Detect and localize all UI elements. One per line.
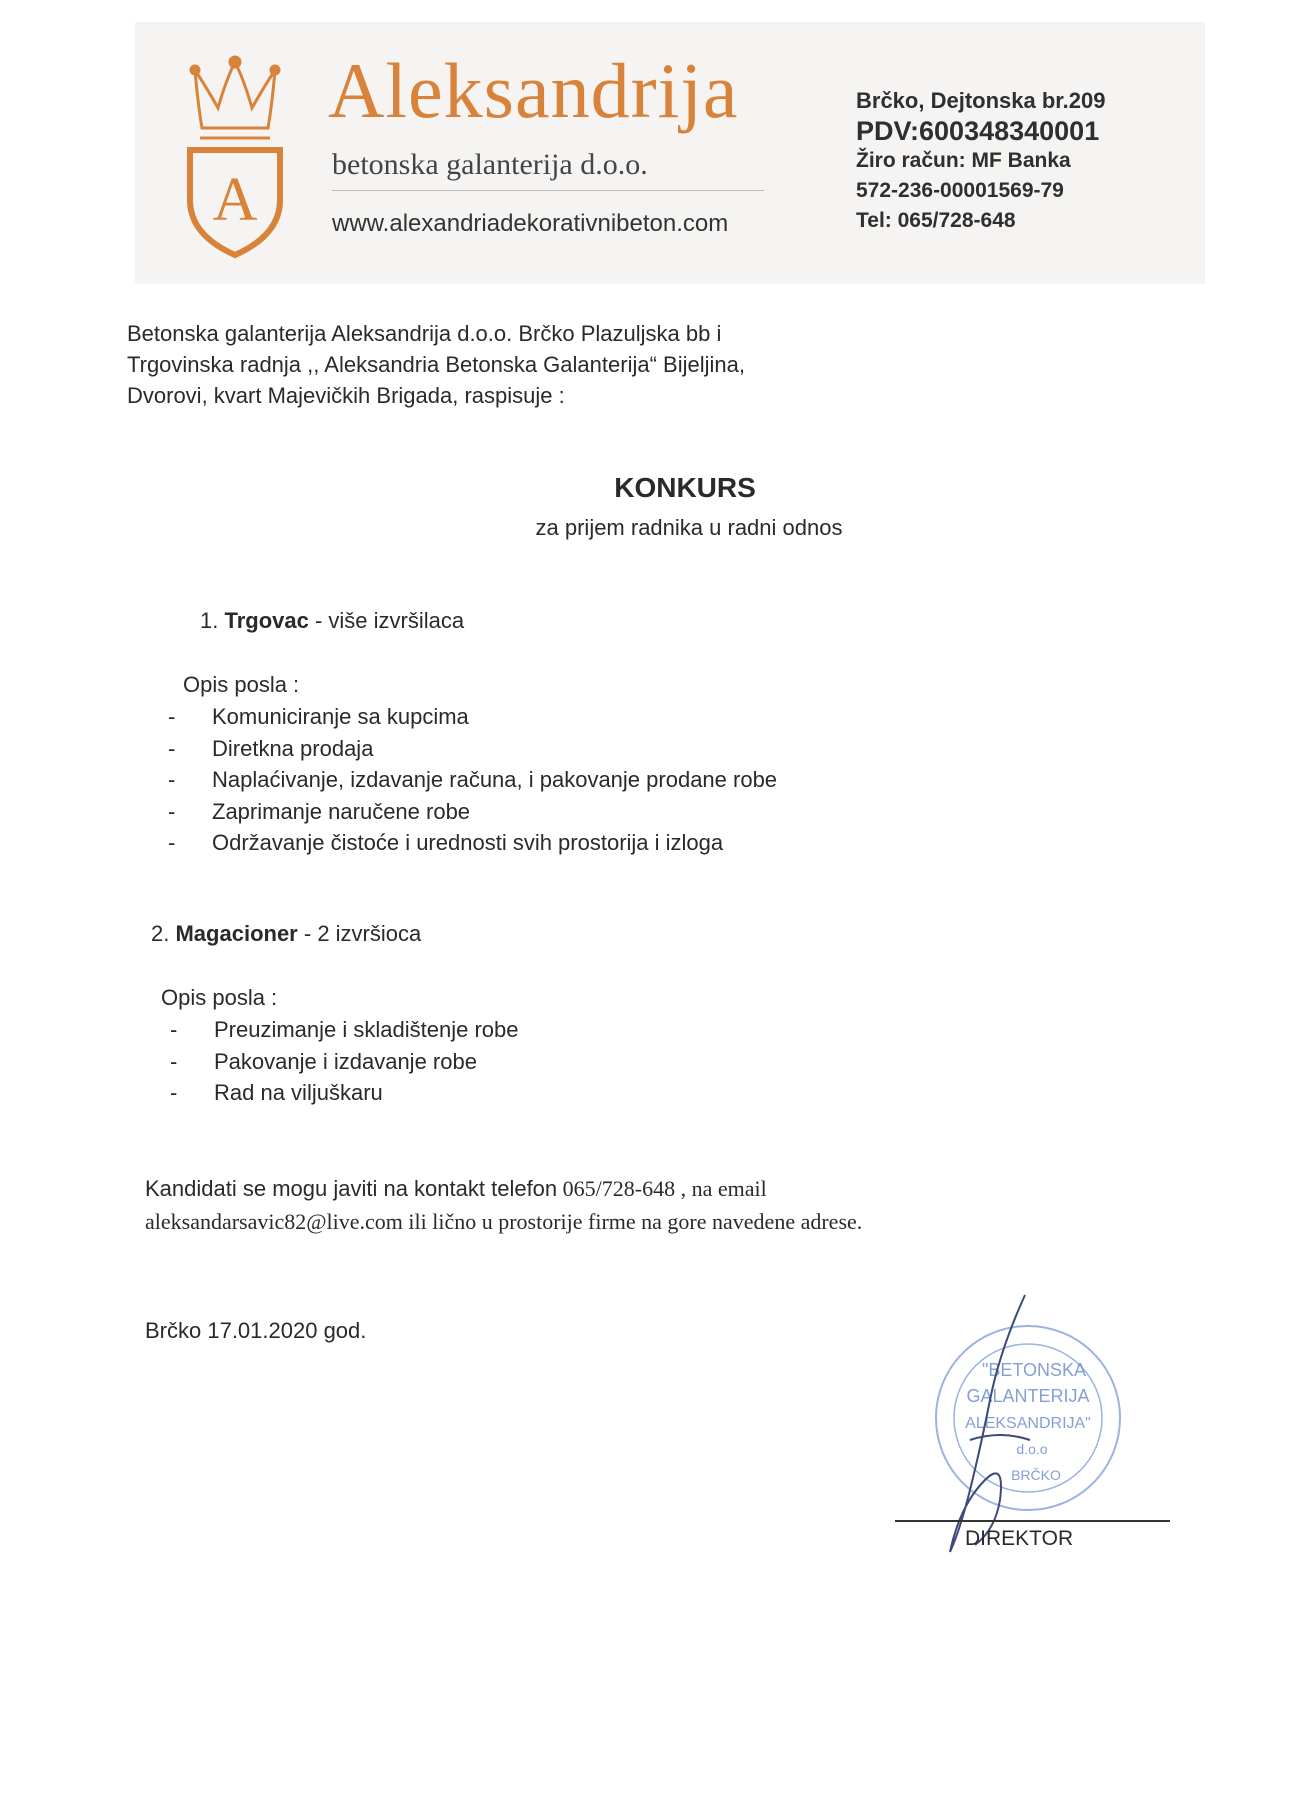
signature-line bbox=[895, 1520, 1170, 1522]
position-name: Magacioner bbox=[175, 921, 298, 946]
list-item: - Pakovanje i izdavanje robe bbox=[170, 1048, 477, 1074]
position-name: Trgovac bbox=[224, 608, 309, 633]
duties-label: Opis posla : bbox=[183, 672, 300, 697]
company-contact-block bbox=[856, 86, 1105, 236]
intro-line: Dvorovi, kvart Majevičkih Brigada, raspisuje : bbox=[127, 383, 565, 408]
brand-name: Aleksandrija bbox=[328, 47, 739, 134]
position-number: 1. bbox=[200, 608, 219, 633]
company-telephone: Tel: 065/728-648 bbox=[856, 209, 1016, 232]
document-title: KONKURS bbox=[614, 472, 756, 503]
company-account: 572-236-00001569-79 bbox=[856, 179, 1064, 202]
contact-lead: Kandidati se mogu javiti na kontakt telefon bbox=[145, 1176, 558, 1201]
stamp-text: ALEKSANDRIJA" bbox=[965, 1415, 1091, 1432]
list-item: - Rad na viljuškaru bbox=[170, 1080, 383, 1105]
duties-list-1 bbox=[168, 701, 777, 859]
intro-paragraph bbox=[127, 318, 745, 411]
intro-line: Trgovinska radnja ,, Aleksandria Betonska Galanterija“ Bijeljina, bbox=[127, 352, 745, 377]
position-heading-2 bbox=[151, 921, 421, 947]
duties-label: Opis posla : bbox=[161, 985, 278, 1010]
director-label: DIREKTOR bbox=[965, 1527, 1074, 1550]
position-count: - više izvršilaca bbox=[314, 608, 465, 633]
stamp-text: BRČKO bbox=[1011, 1467, 1061, 1483]
list-item: - Naplaćivanje, izdavanje računa, i pakovanje prodane robe bbox=[168, 767, 778, 792]
stamp-text: d.o.o bbox=[1016, 1441, 1048, 1457]
stamp-text: GALANTERIJA bbox=[966, 1386, 1090, 1406]
list-item: - Održavanje čistoće i urednosti svih prostorija i izloga bbox=[168, 830, 724, 855]
document-subtitle: za prijem radnika u radni odnos bbox=[535, 515, 843, 540]
brand-underline bbox=[332, 190, 764, 191]
company-address: Brčko, Dejtonska br.209 bbox=[856, 88, 1106, 113]
duties-list-2 bbox=[170, 1014, 519, 1109]
list-item: - Zaprimanje naručene robe bbox=[168, 798, 471, 824]
list-item: - Komuniciranje sa kupcima bbox=[168, 704, 469, 729]
crown-shield-logo bbox=[180, 50, 290, 260]
date-line: Brčko 17.01.2020 god. bbox=[145, 1318, 367, 1343]
list-item: - Diretkna prodaja bbox=[168, 735, 374, 761]
list-item: - Preuzimanje i skladištenje robe bbox=[170, 1017, 519, 1042]
position-count: - 2 izvršioca bbox=[303, 921, 422, 946]
contact-email-line: aleksandarsavic82@live.com ili lično u prostorije firme na gore navedene adrese. bbox=[145, 1209, 863, 1234]
stamp-text: "BETONSKA bbox=[981, 1360, 1087, 1380]
company-bank: Žiro račun: MF Banka bbox=[856, 149, 1071, 172]
brand-subtitle: betonska galanterija d.o.o. bbox=[332, 148, 648, 181]
logo-letter: A bbox=[212, 166, 258, 234]
website-link[interactable]: www.alexandriadekorativnibeton.com bbox=[332, 210, 729, 237]
contact-phone: 065/728-648 , na email bbox=[557, 1176, 767, 1201]
company-pdv: PDV:600348340001 bbox=[856, 116, 1100, 146]
position-heading-1 bbox=[200, 608, 464, 634]
position-number: 2. bbox=[151, 921, 170, 946]
contact-paragraph bbox=[145, 1172, 862, 1238]
intro-line: Betonska galanterija Aleksandrija d.o.o. Brčko Plazuljska bb i bbox=[127, 321, 722, 346]
